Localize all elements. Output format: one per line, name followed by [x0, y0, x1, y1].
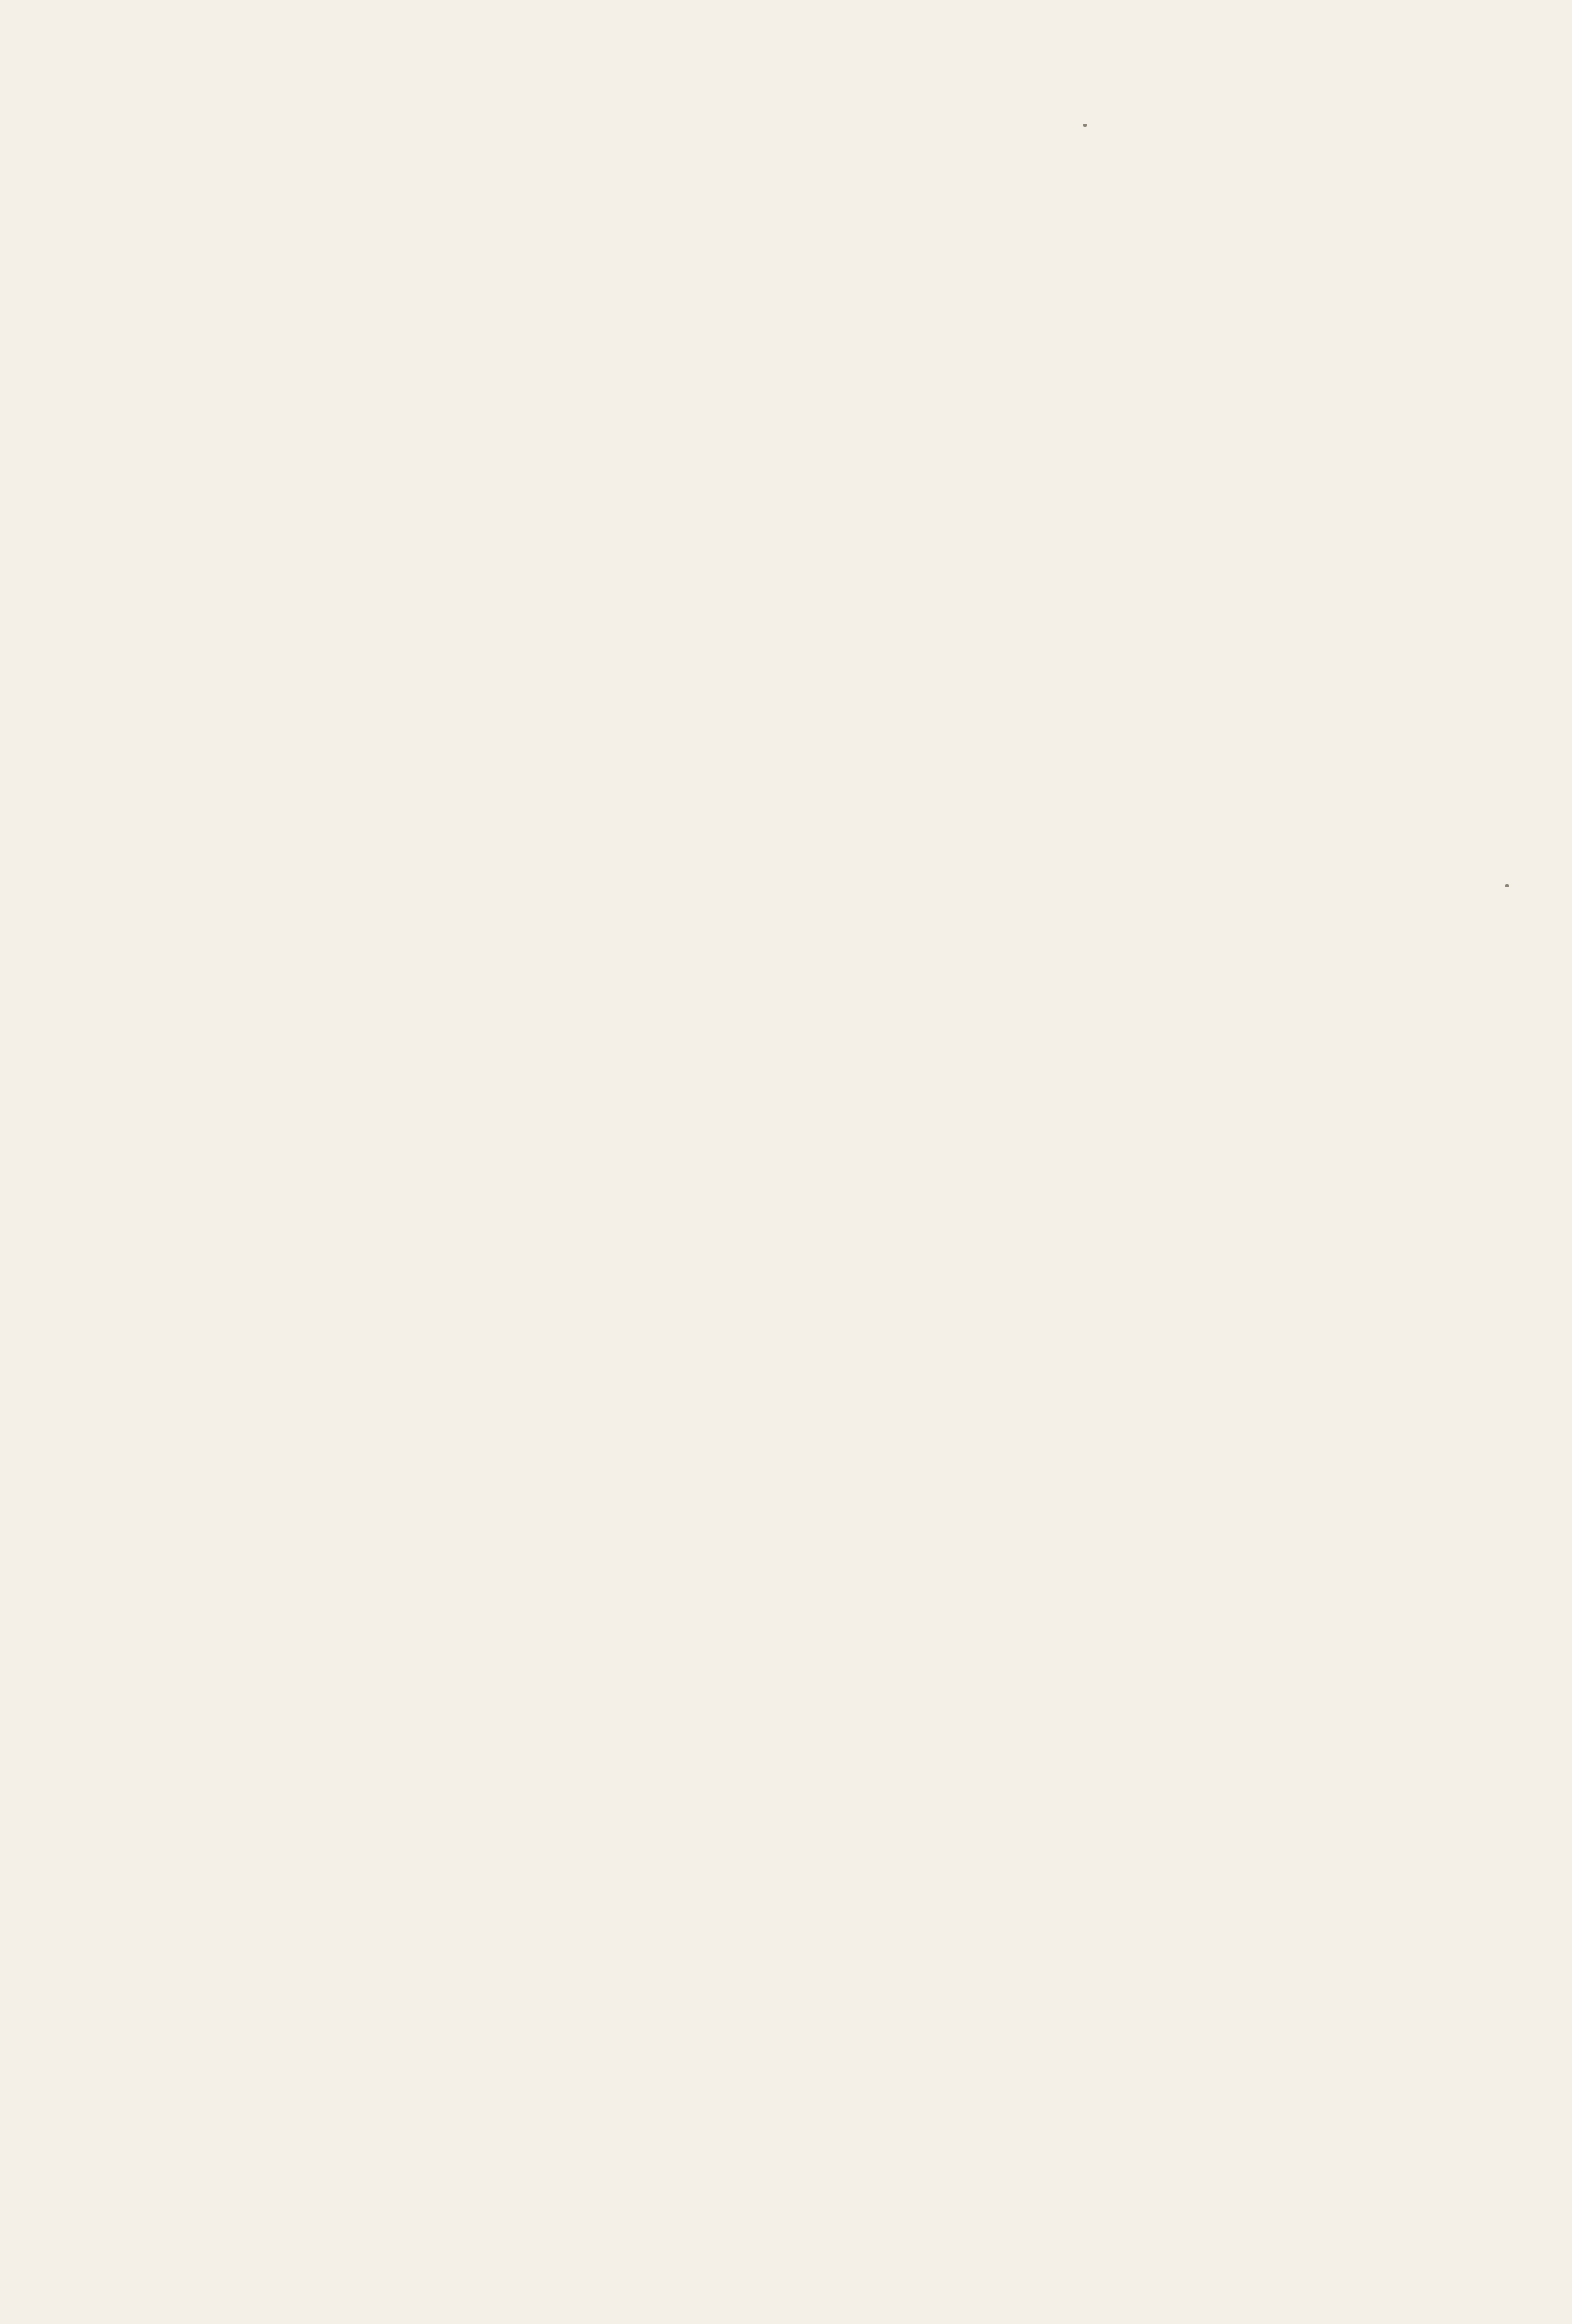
speck-mark	[1505, 884, 1509, 887]
speck-mark	[1083, 124, 1087, 127]
